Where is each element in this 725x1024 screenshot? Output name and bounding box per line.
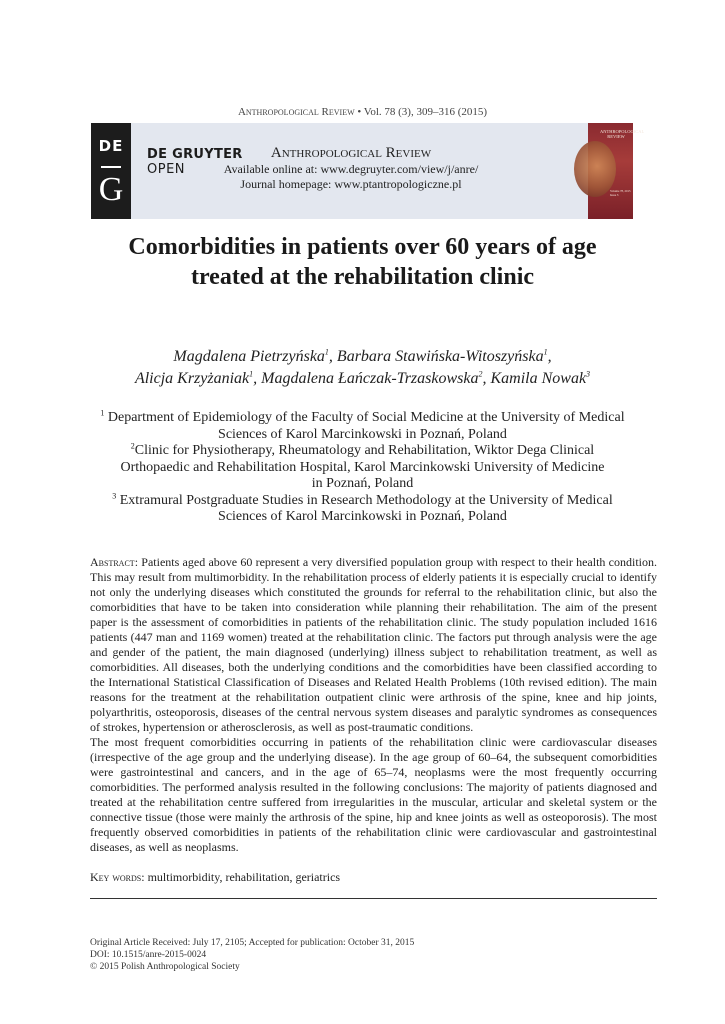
author-affiliation-mark: 1 [249,369,254,379]
author-name: Magdalena Łańczak-Trzaskowska [261,370,479,387]
journal-homepage-link[interactable]: Journal homepage: www.ptantropologiczne.pl [240,177,462,191]
logo-g-text: G [98,171,124,208]
abstract-paragraph [90,735,657,855]
keywords-separator: : [141,870,148,884]
title-line-1: Comorbidities in patients over 60 years of age [128,234,597,260]
publisher-header [91,123,645,219]
available-online-link[interactable]: Available online at: www.degruyter.com/view/j/anre/ [223,162,479,176]
author-separator: , [253,370,262,387]
affiliation-line: Sciences of Karol Marcinkowski in Poznań, Poland [218,509,507,524]
logo-de-text: DE [98,137,124,155]
abstract-paragraph [90,555,657,735]
author-separator: , [547,348,552,365]
journal-info [221,145,481,192]
title-line-2: treated at the rehabilitation clinic [190,264,535,290]
author-name: Alicja Krzyżaniak [134,370,250,387]
journal-cover-image [588,123,645,219]
cover-volume: Volume 78, 2015 Issue 3 [610,189,631,197]
abstract [90,555,657,855]
affiliation-line: Department of Epidemiology of the Faculty of Social Medicine at the University of Medical [104,410,625,425]
keywords-text: multimorbidity, rehabilitation, geriatrics [147,870,341,884]
affiliation-list [80,410,645,526]
abstract-text: The most frequent comorbidities occurring in patients of the rehabilitation clinic were cardiovascular diseases (irrespective of the age group and the underlying disease). In the age group of 60–64, the subsequent comorbidities were gastrointestinal and cancers, and in the age of 65–74, neoplasms were the most frequently occurring comorbidities. The performed analysis resulted in the following conclusions: The majority of patients diagnosed and treated at the rehabilitation centre suffered from irregularities in the muscular, articular and skeletal system or the connective tissue (those were mainly the arthrosis of the spine, hip and knee joints as well as osteoporosis). The most frequently observed comorbidities in patients of the rehabilitation clinic were cardiovascular and gastrointestinal diseases, as well as neoplasms. [90,735,657,854]
degruyter-logo [91,123,131,219]
author-affiliation-mark: 1 [543,347,548,357]
article-title [60,232,665,292]
abstract-text: Patients aged above 60 represent a very diversified population group with respect to their health condition. This may result from multimorbidity. In the rehabilitation process of elderly patients it is especially crucial to identify not only the underlying diseases which constituted the grounds for referral to the rehabilitation clinic, but also the comorbidities that have to be taken into consideration while planning their rehabilitation. The aim of the present paper is the assessment of comorbidities in patients of the rehabilitation clinic. The study population included 1616 patients (447 man and 1169 women) treated at the rehabilitation clinic. The factors put through analysis were the age and gender of the patient, the main diagnosed (underlying) illness subject to rehabilitation treatment, as well as comorbidities. All diseases, both the underlying conditions and the comorbidities have been classified according to the International Statistical Classification of Diseases and Related Health Problems (10th revised edition). The main reasons for the treatment at the rehabilitation outpatient clinic were arthrosis of the spine, knee and hip joints, polyarthritis, osteoporosis, diseases of the central nervous system diseases and paralytic syndromes as consequences of strokes, hypertension or atherosclerosis, as well as post-traumatic conditions. [90,555,657,734]
abstract-label: Abstract [90,555,135,569]
running-head-citation: • Vol. 78 (3), 309–316 (2015) [354,106,488,118]
affiliation-number: 1 [100,408,105,418]
doi-link[interactable]: DOI: 10.1515/anre-2015-0024 [90,950,207,960]
keywords [90,870,340,885]
affiliation-item [80,443,645,493]
affiliation-line: Sciences of Karol Marcinkowski in Poznań, Poland [218,426,507,442]
author-affiliation-mark: 2 [478,369,483,379]
journal-name: Anthropological Review [270,145,432,161]
publisher-subname: OPEN [147,162,186,177]
running-head-journal: Anthropological Review [237,106,355,118]
affiliation-number: 3 [112,490,117,500]
keywords-label: Key words [90,870,142,884]
author-name: Barbara Stawińska-Witoszyńska [336,348,544,365]
received-date: Original Article Received: July 17, 2105; Accepted for publication: October 31, 2015 [90,938,415,948]
affiliation-line: Extramural Postgraduate Studies in Research Methodology at the University of Medical [116,492,613,508]
affiliation-number: 2 [130,441,135,451]
affiliation-line: Orthopaedic and Rehabilitation Hospital, Karol Marcinkowski University of Medicine [120,459,605,475]
affiliation-line: Clinic for Physiotherapy, Rheumatology and Rehabilitation, Wiktor Dega Clinical [134,443,595,458]
author-affiliation-mark: 1 [324,347,329,357]
author-separator: , [328,348,337,365]
footnote-divider [90,898,657,899]
article-footnote [90,937,414,973]
author-list [60,346,665,390]
affiliation-item [80,490,645,526]
affiliation-line: in Poznań, Poland [311,476,414,491]
author-affiliation-mark: 3 [586,369,591,379]
author-name: Kamila Nowak [490,370,587,387]
affiliation-item [80,410,645,443]
abstract-label-separator: : [134,555,142,569]
copyright-notice: © 2015 Polish Anthropological Society [90,962,240,972]
running-head [0,106,725,118]
logo-divider [101,166,121,168]
author-name: Magdalena Pietrzyńska [173,348,325,365]
publisher-name: DE GRUYTER [147,147,243,162]
author-separator: , [482,370,491,387]
cover-title: ANTHROPOLOGICAL REVIEW [600,129,645,139]
